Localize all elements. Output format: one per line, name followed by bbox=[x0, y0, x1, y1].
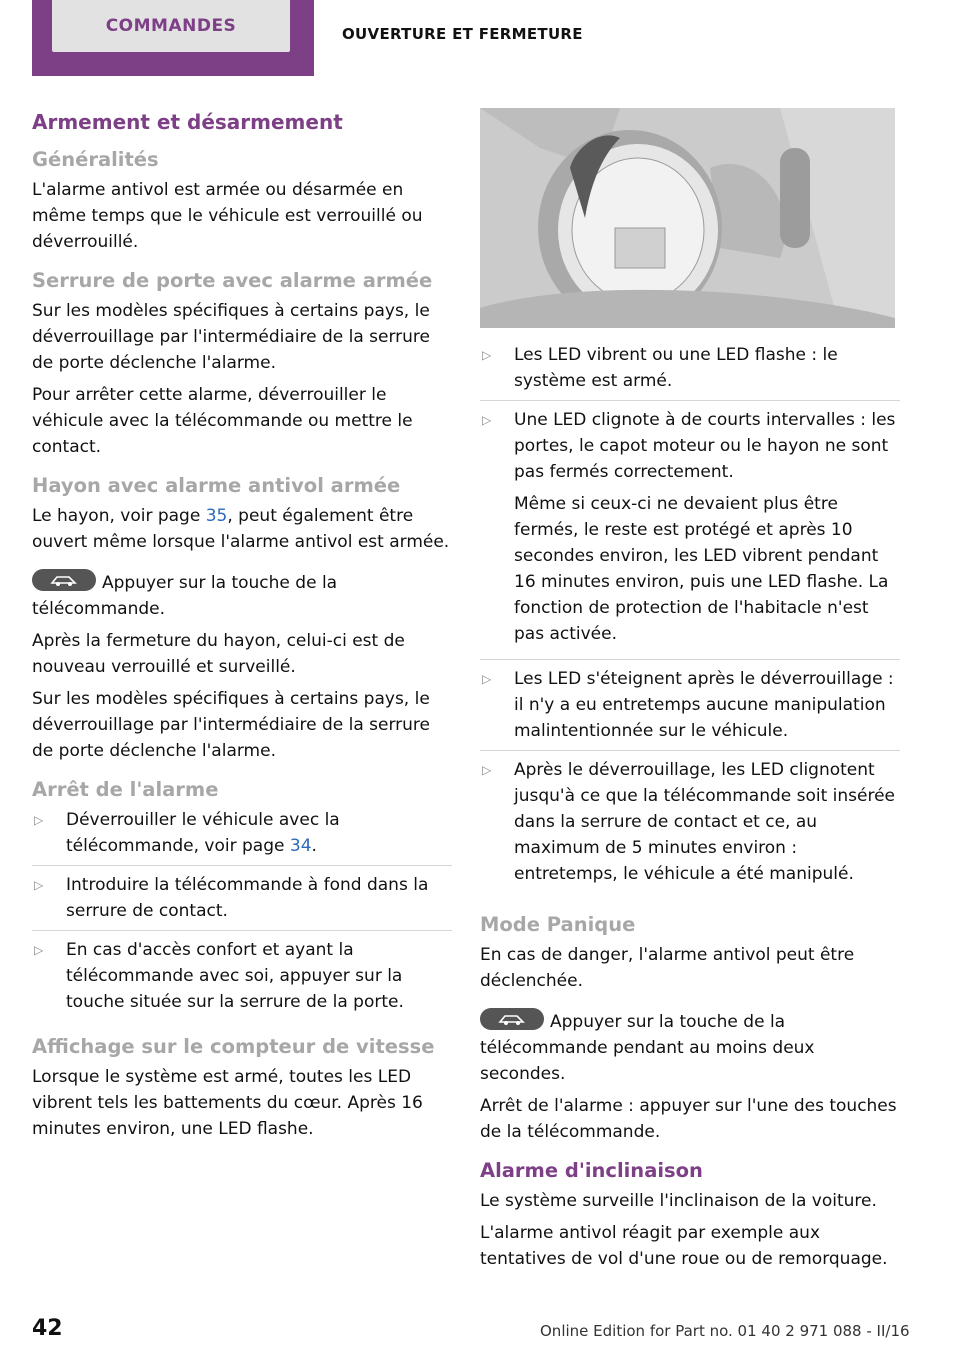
text-hayon-1 bbox=[32, 503, 452, 555]
text-hayon-2: Après la fermeture du hayon, celui-ci est de nouveau verrouillé et surveillé. bbox=[32, 631, 405, 677]
heading-serrure: Serrure de porte avec alarme armée bbox=[32, 269, 433, 292]
page-link-35[interactable]: 35 bbox=[205, 506, 228, 526]
led-item3: Les LED s'éteignent après le déverrouillage : il n'y a eu entretemps aucune manipulation malintentionnée sur le véhicule. bbox=[514, 669, 894, 741]
chapter-tab bbox=[32, 0, 314, 76]
right-column bbox=[480, 108, 900, 1278]
left-column bbox=[32, 108, 452, 1148]
heading-generalites: Généralités bbox=[32, 148, 159, 171]
text-generalites: L'alarme antivol est armée ou désarmée en même temps que le véhicule est verrouillé ou déverrouillé. bbox=[32, 180, 423, 252]
tailgate-key-icon bbox=[32, 569, 96, 591]
triangle-bullet-icon: ▷ bbox=[34, 943, 44, 957]
triangle-bullet-icon: ▷ bbox=[482, 348, 492, 362]
text-hayon-1-after: , peut également être ouvert même lorsque l'alarme antivol est armée. bbox=[32, 506, 450, 552]
chapter-tab-label: COMMANDES bbox=[105, 16, 237, 36]
page-number: 42 bbox=[32, 1316, 63, 1341]
heading-panique: Mode Panique bbox=[480, 913, 636, 936]
led-status-list bbox=[480, 342, 900, 893]
edition-footer: Online Edition for Part no. 01 40 2 971 088 - II/16 bbox=[540, 1322, 910, 1340]
list-item bbox=[480, 666, 900, 751]
list-item bbox=[32, 807, 452, 866]
heading-hayon: Hayon avec alarme antivol armée bbox=[32, 474, 401, 497]
arret-item2: Introduire la télécommande à fond dans la serrure de contact. bbox=[66, 875, 429, 921]
triangle-bullet-icon: ▷ bbox=[482, 672, 492, 686]
chapter-tab-inner bbox=[52, 0, 290, 52]
text-panique-1: En cas de danger, l'alarme antivol peut être déclenchée. bbox=[480, 945, 855, 991]
heading-arret: Arrêt de l'alarme bbox=[32, 778, 219, 801]
heading-affichage: Affichage sur le compteur de vitesse bbox=[32, 1035, 435, 1058]
tailgate-key-icon bbox=[480, 1008, 544, 1030]
key-text-panique: Appuyer sur la touche de la télécommande pendant au moins deux secondes. bbox=[480, 1012, 815, 1084]
heading-inclinaison: Alarme d'inclinaison bbox=[480, 1159, 703, 1182]
led-item4: Après le déverrouillage, les LED clignotent jusqu'à ce que la télécommande soit insérée dans la serrure de contact et ce, au maximum de 5 minutes environ : entretemps, le véhicule a été manipulé. bbox=[514, 760, 896, 884]
led-item2b: Même si ceux-ci ne devaient plus être fermés, le reste est protégé et après 10 secondes environ, les LED vibrent pendant 16 minutes environ, puis une LED flashe. La fonction de protection de l'habitacle n'est pas activée. bbox=[514, 494, 889, 644]
arret-item1-before: Déverrouiller le véhicule avec la télécommande, voir page bbox=[66, 810, 340, 856]
text-inclinaison-2: L'alarme antivol réagit par exemple aux tentatives de vol d'une roue ou de remorquage. bbox=[480, 1223, 888, 1269]
key-text-hayon: Appuyer sur la touche de la télécommande. bbox=[32, 573, 338, 619]
text-hayon-1-before: Le hayon, voir page bbox=[32, 506, 206, 526]
key-instruction-panique bbox=[480, 1008, 900, 1087]
arret-item3: En cas d'accès confort et ayant la télécommande avec soi, appuyer sur la touche située sur la serrure de la porte. bbox=[66, 940, 404, 1012]
page-title: Armement et désarmement bbox=[32, 110, 343, 134]
text-affichage: Lorsque le système est armé, toutes les LED vibrent tels les battements du cœur. Après 16 minutes environ, une LED flashe. bbox=[32, 1067, 423, 1139]
triangle-bullet-icon: ▷ bbox=[482, 763, 492, 777]
list-item bbox=[32, 872, 452, 931]
list-item bbox=[480, 342, 900, 401]
list-item bbox=[480, 757, 900, 893]
triangle-bullet-icon: ▷ bbox=[34, 878, 44, 892]
page-link-34[interactable]: 34 bbox=[289, 836, 312, 856]
led-item2a: Une LED clignote à de courts intervalles : les portes, le capot moteur ou le hayon ne sont pas fermés correctement. bbox=[514, 410, 896, 482]
text-hayon-3: Sur les modèles spécifiques à certains pays, le déverrouillage par l'intermédiaire de la serrure de porte déclenche l'alarme. bbox=[32, 689, 430, 761]
triangle-bullet-icon: ▷ bbox=[482, 413, 492, 427]
arret-item1-after: . bbox=[311, 836, 317, 856]
text-serrure-1: Sur les modèles spécifiques à certains pays, le déverrouillage par l'intermédiaire de la serrure de porte déclenche l'alarme. bbox=[32, 301, 430, 373]
text-inclinaison-1: Le système surveille l'inclinaison de la voiture. bbox=[480, 1191, 877, 1211]
text-serrure-2: Pour arrêter cette alarme, déverrouiller le véhicule avec la télécommande ou mettre le contact. bbox=[32, 385, 413, 457]
text-panique-2: Arrêt de l'alarme : appuyer sur l'une des touches de la télécommande. bbox=[480, 1096, 897, 1142]
list-item bbox=[32, 937, 452, 1021]
triangle-bullet-icon: ▷ bbox=[34, 813, 44, 827]
led-item1: Les LED vibrent ou une LED flashe : le système est armé. bbox=[514, 345, 838, 391]
list-item bbox=[480, 407, 900, 660]
speedometer-photo bbox=[480, 108, 895, 328]
key-instruction-hayon bbox=[32, 569, 452, 622]
section-label: OUVERTURE ET FERMETURE bbox=[342, 25, 583, 43]
arret-list bbox=[32, 807, 452, 1021]
